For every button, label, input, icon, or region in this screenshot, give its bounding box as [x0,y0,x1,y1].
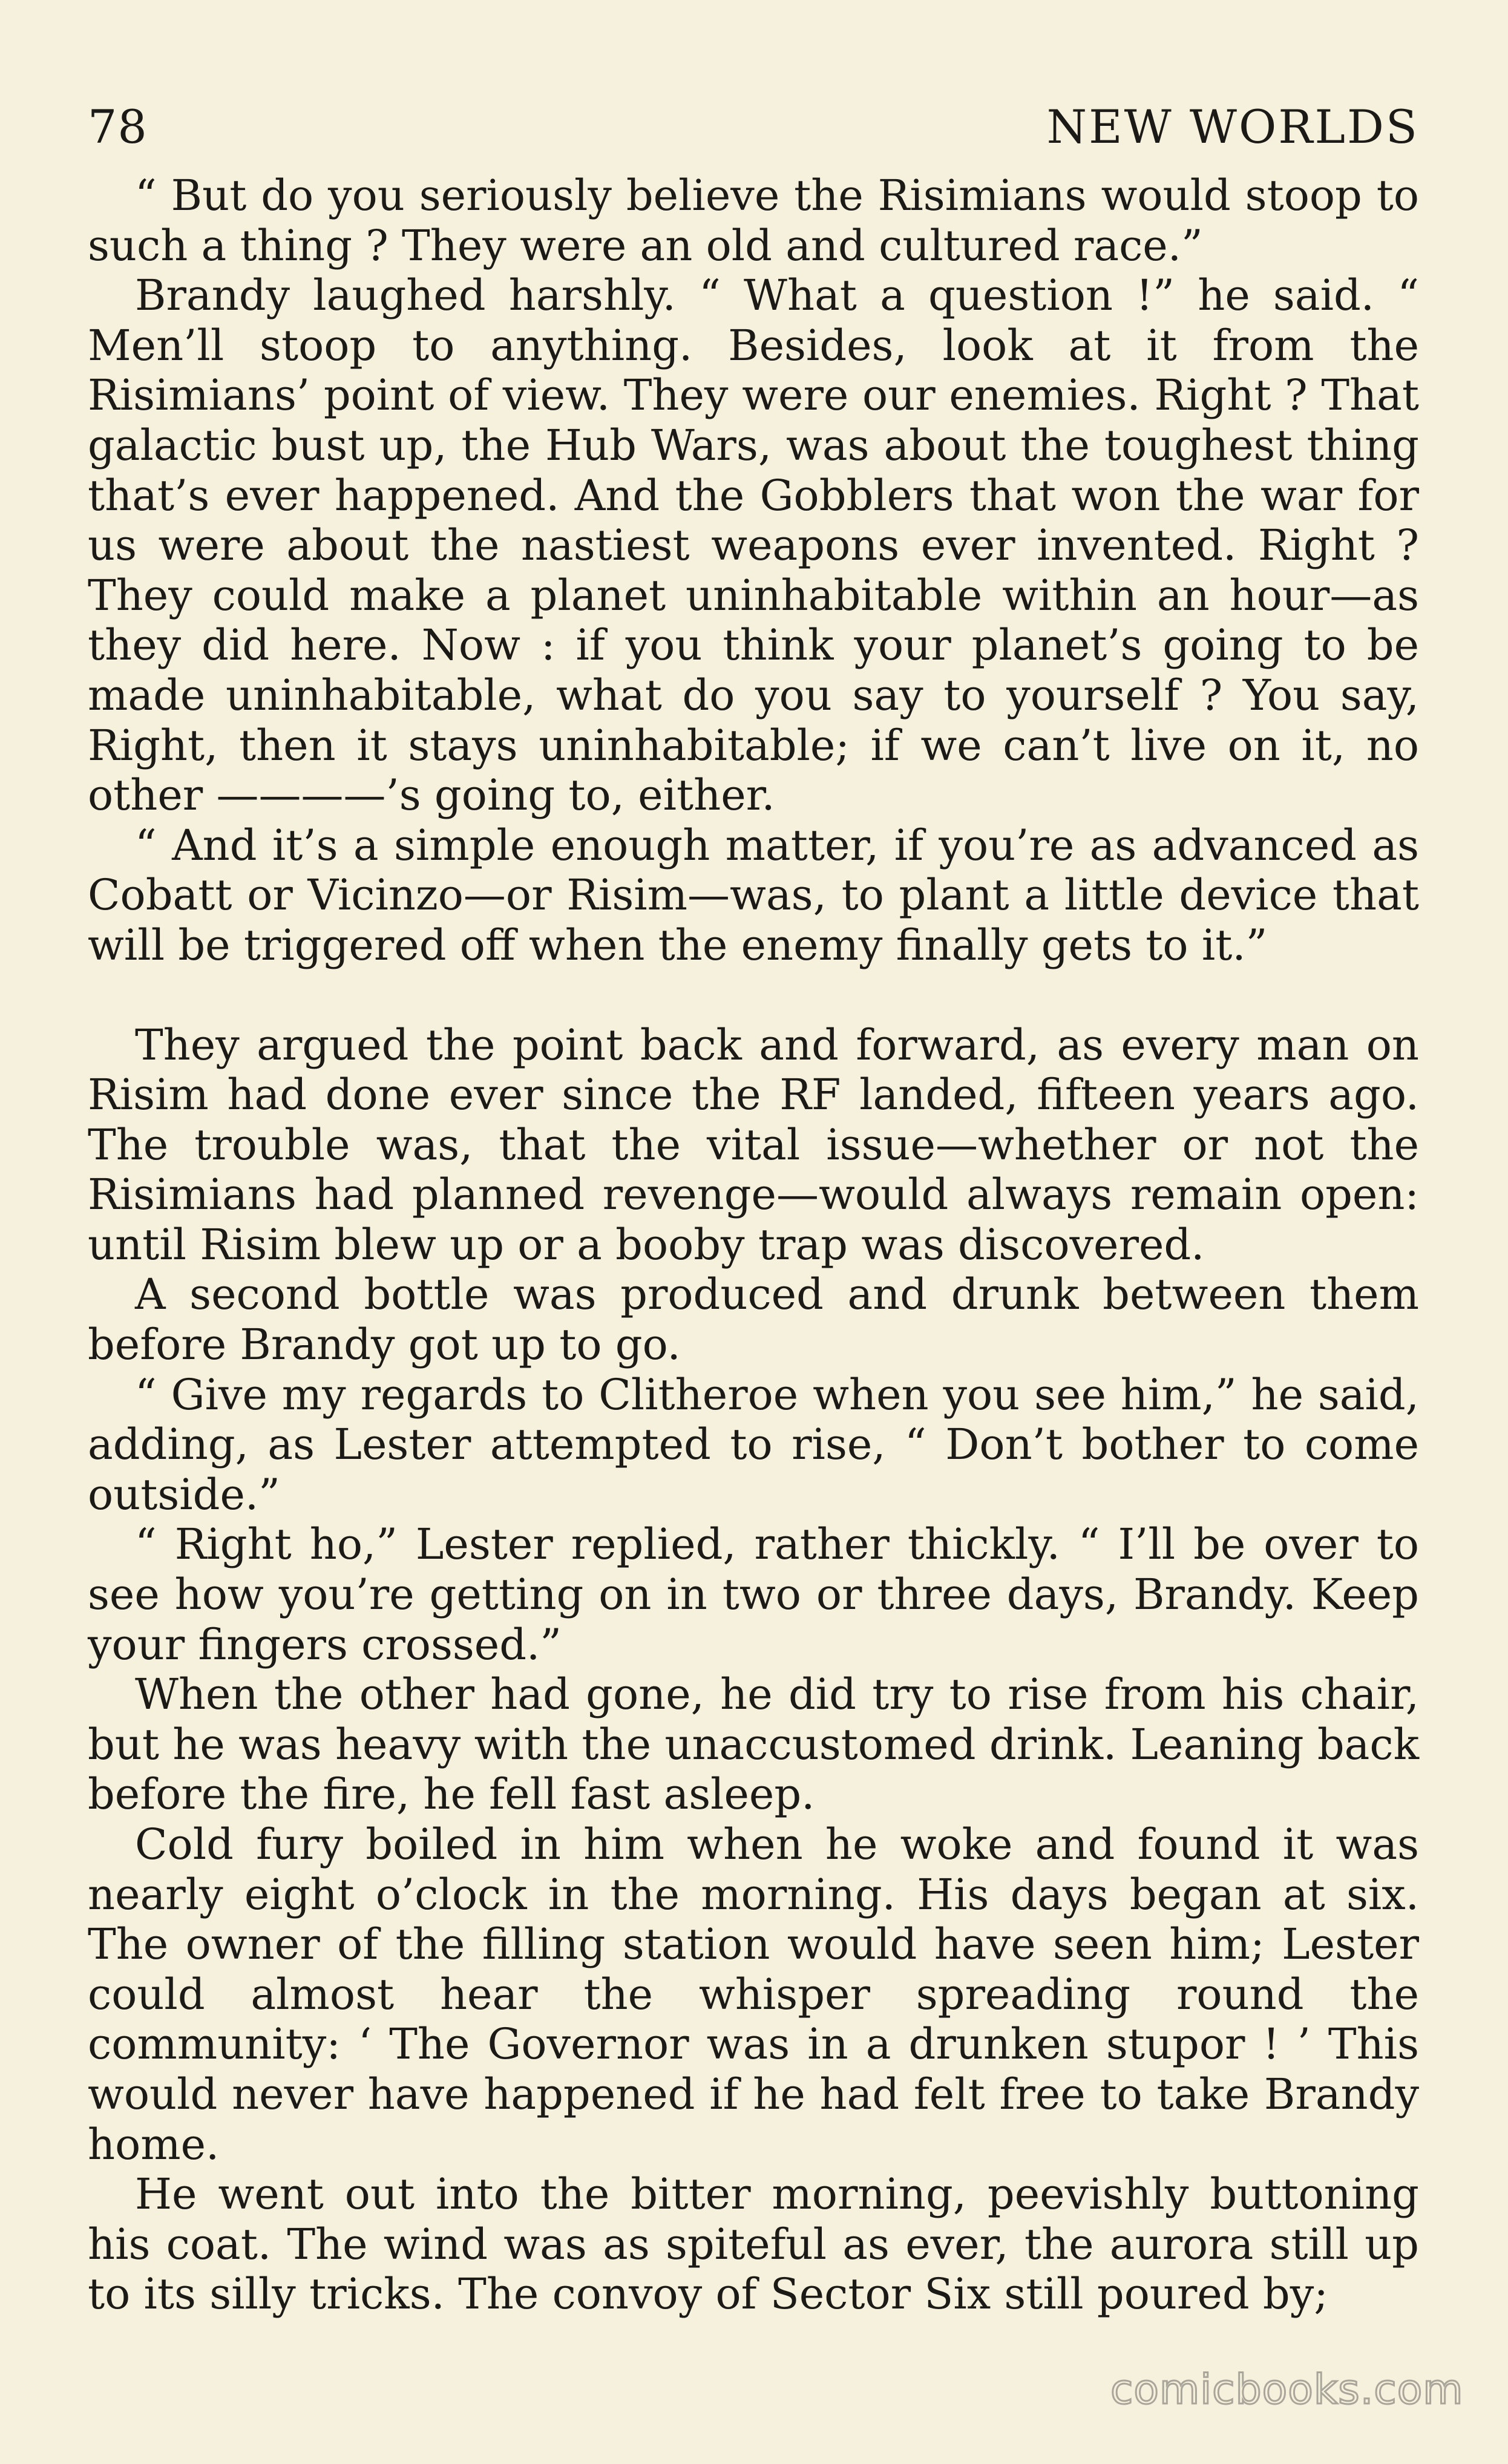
paragraph: “ But do you seriously believe the Risimians would stoop to such a thing ? They were an old and cultured race.” [88,171,1419,270]
paragraph: “ And it’s a simple enough matter, if you’re as advanced as Cobatt or Vicinzo—or Risim—was, to plant a little device that will be triggered off when the enemy finally gets to it.” [88,820,1419,970]
paragraph: When the other had gone, he did try to rise from his chair, but he was heavy with the unaccustomed drink. Leaning back before the fire, he fell fast asleep. [88,1669,1419,1820]
body-text [88,171,1419,2319]
paragraph: They argued the point back and forward, as every man on Risim had done ever since the RF landed, fifteen years ago. The trouble was, that the vital issue—whether or not the Risimians had planned revenge—would always remain open: until Risim blew up or a booby trap was discovered. [88,1020,1419,1270]
paragraph: Brandy laughed harshly. “ What a question !” he said. “ Men’ll stoop to anything. Besides, look at it from the Risimians’ point of view. They were our enemies. Right ? That galactic bust up, the Hub Wars, was about the toughest thing that’s ever happened. And the Gobblers that won the war for us were about the nastiest weapons ever invented. Right ? They could make a planet uninhabitable within an hour—as they did here. Now : if you think your planet’s going to be made uninhabitable, what do you say to yourself ? You say, Right, then it stays uninhabitable; if we can’t live on it, no other ————’s going to, either. [88,270,1419,821]
paragraph: Cold fury boiled in him when he woke and found it was nearly eight o’clock in the morning. His days began at six. The owner of the filling station would have seen him; Lester could almost hear the whisper spreading round the community: ‘ The Governor was in a drunken stupor ! ’ This would never have happened if he had felt free to take Brandy home. [88,1820,1419,2169]
magazine-title: NEW WORLDS [1046,100,1419,154]
paragraph: “ Give my regards to Clitheroe when you see him,” he said, adding, as Lester attempted to rise, “ Don’t bother to come outside.” [88,1369,1419,1519]
paragraph: “ Right ho,” Lester replied, rather thickly. “ I’ll be over to see how you’re getting on in two or three days, Brandy. Keep your fingers crossed.” [88,1519,1419,1669]
page-number: 78 [88,100,148,154]
running-head [88,91,1419,163]
paragraph: He went out into the bitter morning, peevishly buttoning his coat. The wind was as spiteful as ever, the aurora still up to its silly tricks. The convoy of Sector Six still poured by; [88,2169,1419,2319]
paragraph: A second bottle was produced and drunk between them before Brandy got up to go. [88,1270,1419,1370]
book-page [88,91,1419,2390]
watermark-logo: comicbooks.com [1110,2366,1464,2414]
